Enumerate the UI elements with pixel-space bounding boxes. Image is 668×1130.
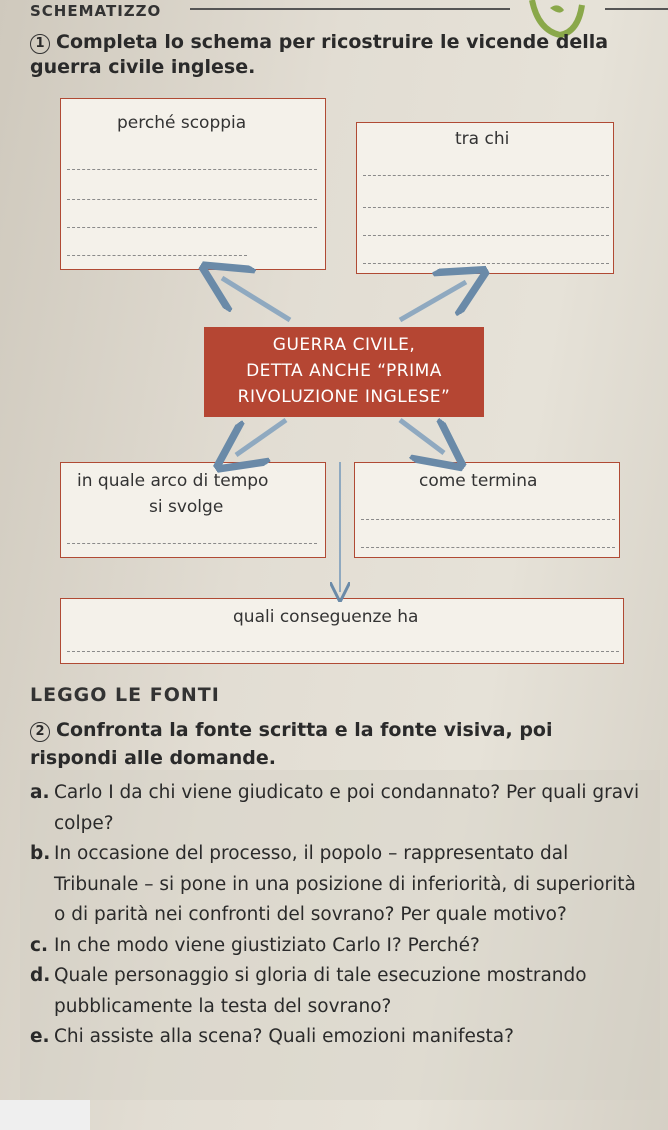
arrow-to-perche [222, 278, 290, 320]
center-line-2: DETTA ANCHE “PRIMA [246, 361, 442, 381]
question-letter: e. [30, 1026, 50, 1047]
exercise-2-number: 2 [30, 722, 50, 742]
box-conseguenze-label: quali conseguenze ha [233, 607, 419, 627]
center-line-1: GUERRA CIVILE, [272, 335, 416, 355]
question-text: Chi assiste alla scena? Quali emozioni manifesta? [54, 1026, 514, 1047]
exercise-1-text: Completa lo schema per ricostruire le vicende della guerra civile inglese. [30, 31, 609, 78]
exercise-2-instruction [30, 716, 630, 772]
question-letter: d. [30, 965, 51, 986]
arrow-to-tra-chi [400, 282, 466, 320]
box-termina-label: come termina [419, 471, 538, 491]
question-text: In occasione del processo, il popolo – rappresentato dal Tribunale – si pone in una posizione di inferiorità, di superiorità o di parità nei confronti del sovrano? Per quale motivo? [54, 843, 636, 925]
question-letter: b. [30, 843, 51, 864]
box-tra-chi-label: tra chi [455, 129, 510, 149]
question-letter: a. [30, 782, 50, 803]
question-d [30, 961, 645, 1022]
questions-list [30, 778, 645, 1053]
arrow-to-arco [236, 420, 286, 455]
page-corner [0, 1100, 90, 1130]
center-line-3: RIVOLUZIONE INGLESE” [237, 387, 451, 407]
question-e [30, 1022, 645, 1053]
question-b [30, 839, 645, 931]
section-title: SCHEMATIZZO [30, 2, 162, 20]
box-arco-label-2: si svolge [149, 497, 224, 517]
question-c [30, 931, 645, 962]
box-arco-label-1: in quale arco di tempo [77, 471, 269, 491]
question-text: Carlo I da chi viene giudicato e poi condannato? Per quali gravi colpe? [54, 782, 640, 834]
exercise-1-number: 1 [30, 34, 50, 54]
exercise-2-text: Confronta la fonte scritta e la fonte visiva, poi rispondi alle domande. [30, 719, 553, 769]
question-text: In che modo viene giustiziato Carlo I? Perché? [54, 934, 480, 956]
question-text: Quale personaggio si gloria di tale esecuzione mostrando pubblicamente la testa del sovrano? [54, 965, 587, 1017]
sources-title: LEGGO LE FONTI [30, 684, 220, 706]
question-a [30, 778, 645, 839]
arrow-to-termina [400, 420, 444, 453]
question-letter: c. [30, 934, 48, 956]
box-perche-label: perché scoppia [117, 113, 247, 133]
